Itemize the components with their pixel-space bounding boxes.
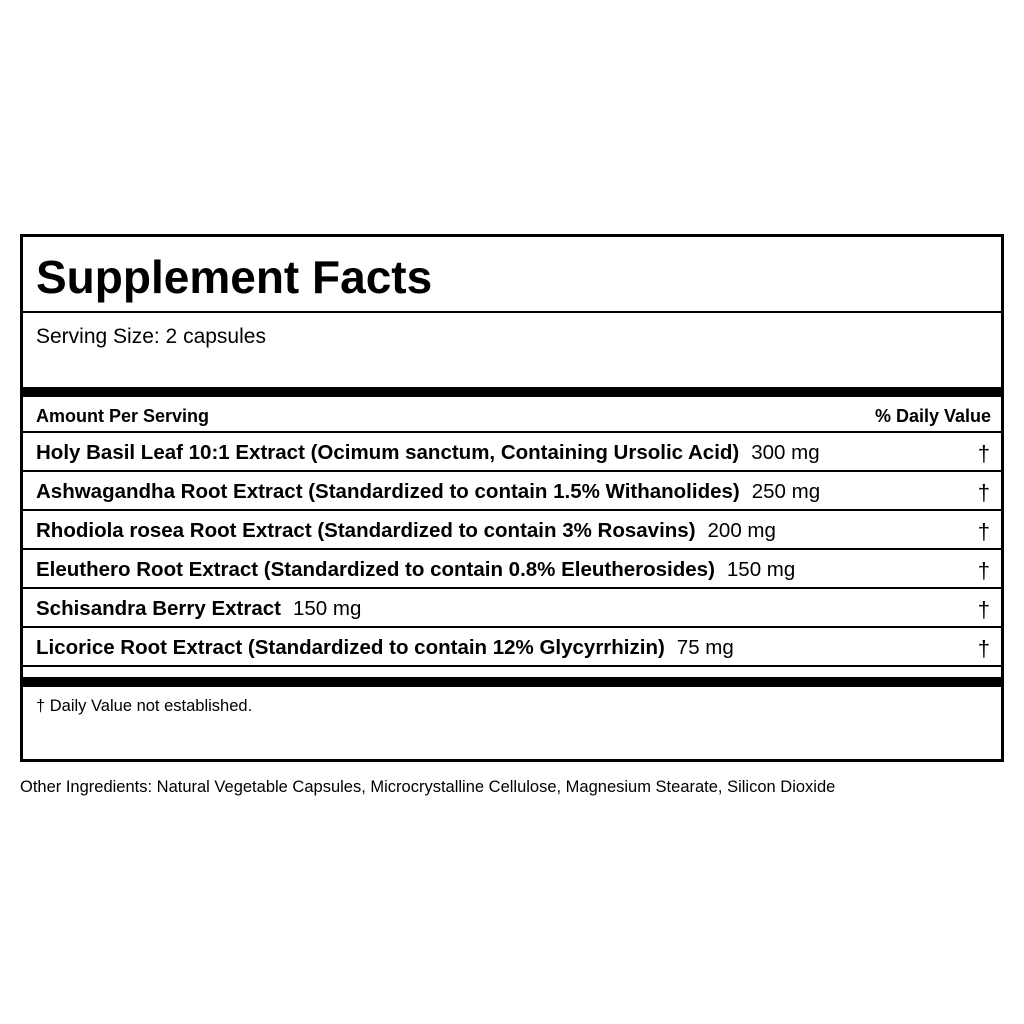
- ingredient-amount: 75 mg: [676, 636, 734, 659]
- ingredient-name: Licorice Root Extract (Standardized to contain 12% Glycyrrhizin): [36, 636, 665, 659]
- ingredient-amount: 150 mg: [726, 558, 796, 581]
- ingredient-row: [23, 433, 1001, 472]
- ingredient-amount: 300 mg: [751, 441, 820, 464]
- daily-value-footnote: † Daily Value not established.: [36, 697, 253, 715]
- ingredient-row: [23, 589, 1001, 628]
- thick-divider-bottom: [23, 677, 1001, 687]
- other-ingredients: Other Ingredients: Natural Vegetable Capsules, Microcrystalline Cellulose, Magnesium Stearate, Silicon Dioxide: [20, 778, 836, 796]
- ingredient-row: [23, 628, 1001, 667]
- daily-value-dagger: †: [977, 441, 990, 466]
- amount-per-serving-label: Amount Per Serving: [36, 406, 210, 426]
- column-header-row: [23, 397, 1001, 433]
- daily-value-dagger: †: [977, 597, 990, 622]
- ingredient-name: Holy Basil Leaf 10:1 Extract (Ocimum sanctum, Containing Ursolic Acid): [36, 441, 740, 464]
- ingredient-name: Ashwagandha Root Extract (Standardized to contain 1.5% Withanolides): [36, 480, 740, 503]
- serving-size: Serving Size: 2 capsules: [36, 325, 266, 348]
- daily-value-label: % Daily Value: [874, 406, 991, 426]
- panel-title: Supplement Facts: [23, 237, 1001, 313]
- ingredient-amount: 250 mg: [751, 480, 821, 503]
- daily-value-dagger: †: [977, 558, 990, 583]
- daily-value-dagger: †: [977, 519, 990, 544]
- ingredient-row: [23, 472, 1001, 511]
- ingredient-amount: 200 mg: [707, 519, 776, 542]
- thick-divider-top: [23, 387, 1001, 397]
- supplement-facts-panel: [20, 234, 1004, 762]
- ingredient-name: Schisandra Berry Extract: [36, 597, 281, 620]
- ingredient-name: Rhodiola rosea Root Extract (Standardized to contain 3% Rosavins): [36, 519, 696, 542]
- daily-value-dagger: †: [977, 480, 990, 505]
- ingredient-name: Eleuthero Root Extract (Standardized to contain 0.8% Eleutherosides): [36, 558, 715, 581]
- ingredient-row: [23, 550, 1001, 589]
- daily-value-dagger: †: [977, 636, 990, 661]
- ingredient-row: [23, 511, 1001, 550]
- ingredient-rows: [23, 433, 1001, 667]
- ingredient-amount: 150 mg: [292, 597, 362, 620]
